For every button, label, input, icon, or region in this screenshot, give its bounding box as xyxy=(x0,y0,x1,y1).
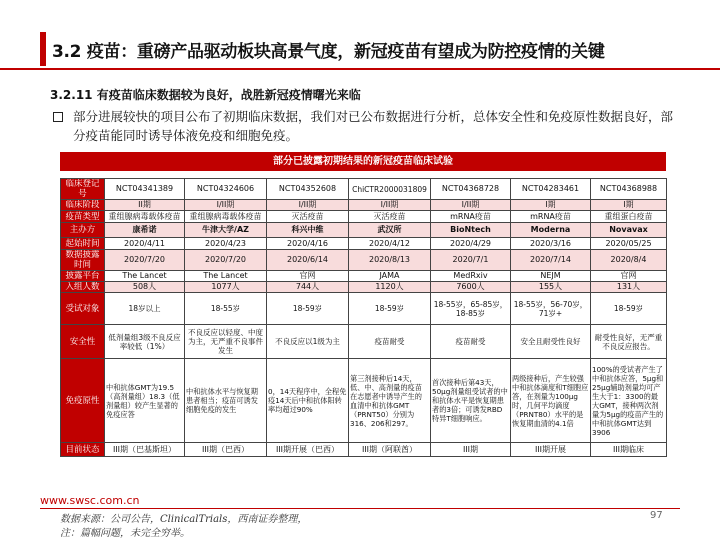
table-cell: 官网 xyxy=(267,271,349,282)
table-cell: 2020/4/29 xyxy=(431,238,511,250)
table-cell: NCT04368988 xyxy=(591,179,667,200)
table-cell: III期 xyxy=(431,443,511,457)
table-cell: 18-59岁 xyxy=(591,293,667,325)
table-cell: JAMA xyxy=(349,271,431,282)
table-row xyxy=(61,282,667,293)
table-cell: I/II期 xyxy=(349,200,431,211)
title-rule xyxy=(0,68,720,70)
row-header: 起始时间 xyxy=(61,238,105,250)
table-cell: I期 xyxy=(591,200,667,211)
title-accent-bar xyxy=(40,32,46,66)
table-cell: NCT04368728 xyxy=(431,179,511,200)
bullet-square-icon xyxy=(53,112,63,122)
table-cell: 508人 xyxy=(105,282,185,293)
table-cell: 18-59岁 xyxy=(267,293,349,325)
table-cell: 武汉所 xyxy=(349,223,431,238)
table-cell: 744人 xyxy=(267,282,349,293)
bullet-text: 部分进展较快的项目公布了初期临床数据，我们对已公布数据进行分析，总体安全性和免疫原性数据良好，部分疫苗能同时诱导体液免疫和细胞免疫。 xyxy=(73,109,674,143)
table-cell: 18-55岁 xyxy=(185,293,267,325)
table-cell: 重组蛋白疫苗 xyxy=(591,211,667,223)
table-title: 部分已披露初期结果的新冠疫苗临床试验 xyxy=(60,152,666,171)
table-row xyxy=(61,271,667,282)
row-header: 临床登记号 xyxy=(61,179,105,200)
table-cell: 康希诺 xyxy=(105,223,185,238)
row-header: 数据披露时间 xyxy=(61,250,105,271)
table-row xyxy=(61,250,667,271)
table-row xyxy=(61,238,667,250)
table-row xyxy=(61,179,667,200)
website-url[interactable]: www.swsc.com.cn xyxy=(40,494,140,507)
row-header: 安全性 xyxy=(61,325,105,359)
table-cell: 牛津大学/AZ xyxy=(185,223,267,238)
table-cell: III期（巴基斯坦） xyxy=(105,443,185,457)
title-bar xyxy=(0,30,720,68)
clinical-trials-table xyxy=(60,178,667,457)
page-title: 3.2 疫苗：重磅产品驱动板块高景气度，新冠疫苗有望成为防控疫情的关键 xyxy=(52,42,605,62)
table-cell: NCT04283461 xyxy=(511,179,591,200)
table-cell: 两级接种后，产生较强中和抗体滴度和T细胞应答，在剂量为100μg时，几何平均滴度（PRNT80）水平的是恢复期血清的4.1倍 xyxy=(511,359,591,443)
table-cell: 0，14天程序中，全程免疫14天后中和抗体阳转率均超过90% xyxy=(267,359,349,443)
table-cell: I/II期 xyxy=(267,200,349,211)
table-cell: 官网 xyxy=(591,271,667,282)
table-cell: 2020/6/14 xyxy=(267,250,349,271)
table-cell: 2020/7/20 xyxy=(105,250,185,271)
table-cell: 2020/4/12 xyxy=(349,238,431,250)
table-cell: III期临床 xyxy=(591,443,667,457)
table-cell: 2020/7/20 xyxy=(185,250,267,271)
table-cell: 首次接种后第43天，50μg剂量组受试者的中和抗体水平是恢复期患者的3倍；可诱发RBD特异T细胞响应。 xyxy=(431,359,511,443)
table-cell: I/II期 xyxy=(431,200,511,211)
table-row xyxy=(61,223,667,238)
table-cell: 耐受性良好，无严重不良反应报告。 xyxy=(591,325,667,359)
table-cell: III期（阿联酋） xyxy=(349,443,431,457)
footer-rule xyxy=(40,508,680,509)
table-cell: 2020/4/11 xyxy=(105,238,185,250)
table-cell: 2020/7/1 xyxy=(431,250,511,271)
row-header: 主办方 xyxy=(61,223,105,238)
table-cell: 100%的受试者产生了中和抗体应答，5μg和25μg辅助剂量均可产生大于1：3300的最大GMT，接种两次剂量为5μg的疫苗产生的中和抗体GMT达到3906 xyxy=(591,359,667,443)
table-row xyxy=(61,359,667,443)
table-cell: 不良反应以轻度、中度为主，无严重不良事件发生 xyxy=(185,325,267,359)
table-cell: 2020/8/13 xyxy=(349,250,431,271)
table-cell: 2020/4/16 xyxy=(267,238,349,250)
table-cell: 重组腺病毒载体疫苗 xyxy=(185,211,267,223)
table-cell: MedRxiv xyxy=(431,271,511,282)
table-cell: 131人 xyxy=(591,282,667,293)
table-cell: 低剂量组3级不良反应率较低（1%） xyxy=(105,325,185,359)
table-cell: 灭活疫苗 xyxy=(349,211,431,223)
table-cell: NCT04324606 xyxy=(185,179,267,200)
table-cell: 疫苗耐受 xyxy=(431,325,511,359)
row-header: 免疫原性 xyxy=(61,359,105,443)
table-cell: 2020/7/14 xyxy=(511,250,591,271)
table-row xyxy=(61,200,667,211)
table-cell: 18-55岁，65-85岁，18-85岁 xyxy=(431,293,511,325)
table-cell: 155人 xyxy=(511,282,591,293)
table-cell: 不良反应以1级为主 xyxy=(267,325,349,359)
table-cell: 18-59岁 xyxy=(349,293,431,325)
footnote: 注：篇幅问题，未完全穷举。 xyxy=(60,528,190,539)
table-cell: 灭活疫苗 xyxy=(267,211,349,223)
row-header: 入组人数 xyxy=(61,282,105,293)
page-number: 97 xyxy=(650,510,663,521)
table-cell: 1077人 xyxy=(185,282,267,293)
table-cell: 1120人 xyxy=(349,282,431,293)
table-cell: II期 xyxy=(105,200,185,211)
row-header: 目前状态 xyxy=(61,443,105,457)
row-header: 疫苗类型 xyxy=(61,211,105,223)
table-cell: I期 xyxy=(511,200,591,211)
table-cell: Novavax xyxy=(591,223,667,238)
table-cell: mRNA疫苗 xyxy=(431,211,511,223)
table-row xyxy=(61,325,667,359)
table-cell: NEJM xyxy=(511,271,591,282)
table-cell: NCT04352608 xyxy=(267,179,349,200)
table-cell: 重组腺病毒载体疫苗 xyxy=(105,211,185,223)
table-cell: 疫苗耐受 xyxy=(349,325,431,359)
table-cell: NCT04341389 xyxy=(105,179,185,200)
table-cell: ChiCTR2000031809 xyxy=(349,179,431,200)
table-cell: III期（巴西） xyxy=(185,443,267,457)
table-cell: 7600人 xyxy=(431,282,511,293)
table-cell: III期开展 xyxy=(511,443,591,457)
row-header: 临床阶段 xyxy=(61,200,105,211)
table-cell: 中和抗体水平与恢复期患者相当；疫苗可诱发细胞免疫的发生 xyxy=(185,359,267,443)
table-cell: mRNA疫苗 xyxy=(511,211,591,223)
table-cell: Moderna xyxy=(511,223,591,238)
table-cell: I/II期 xyxy=(185,200,267,211)
table-cell: 18-55岁，56-70岁，71岁+ xyxy=(511,293,591,325)
table-cell: 18岁以上 xyxy=(105,293,185,325)
table-cell: The Lancet xyxy=(185,271,267,282)
section-subheading: 3.2.11 有疫苗临床数据较为良好，战胜新冠疫情曙光来临 xyxy=(50,88,361,102)
table-cell: 2020/8/4 xyxy=(591,250,667,271)
table-cell: 2020/05/25 xyxy=(591,238,667,250)
table-cell: BioNtech xyxy=(431,223,511,238)
table-cell: 安全且耐受性良好 xyxy=(511,325,591,359)
table-row xyxy=(61,211,667,223)
table-cell: III期开展（巴西） xyxy=(267,443,349,457)
table-cell: 中和抗体GMT为19.5（高剂量组）18.3（低剂量组）较产生显著的免疫应答 xyxy=(105,359,185,443)
data-source-note: 数据来源：公司公告，ClinicalTrials，西南证券整理， xyxy=(60,514,308,525)
row-header: 披露平台 xyxy=(61,271,105,282)
row-header: 受试对象 xyxy=(61,293,105,325)
table-cell: 2020/3/16 xyxy=(511,238,591,250)
table-row xyxy=(61,293,667,325)
table-cell: 第三剂接种后14天，低、中、高剂量的疫苗在志愿者中诱导产生的血清中和抗体GMT（PRNT50）分别为316、206和297。 xyxy=(349,359,431,443)
table-cell: The Lancet xyxy=(105,271,185,282)
table-row xyxy=(61,443,667,457)
table-cell: 科兴中维 xyxy=(267,223,349,238)
table-cell: 2020/4/23 xyxy=(185,238,267,250)
